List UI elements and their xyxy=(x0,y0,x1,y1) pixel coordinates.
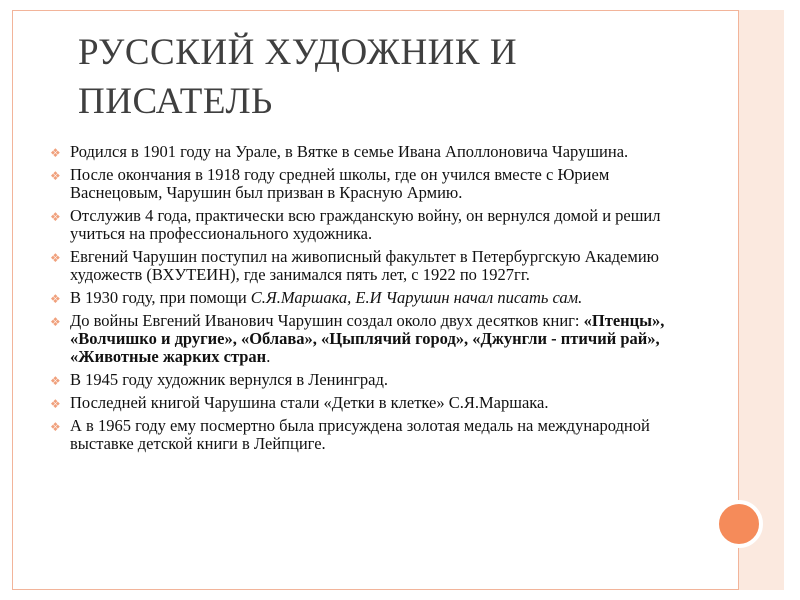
list-item-text: В 1930 году, при помощи xyxy=(70,288,251,307)
bullet-icon: ❖ xyxy=(50,292,61,306)
decorative-circle xyxy=(715,500,763,548)
bullet-icon: ❖ xyxy=(50,420,61,434)
list-item-italic-text: С.Я.Маршака, Е.И Чарушин начал писать сам. xyxy=(250,288,583,307)
list-item-text: Родился в 1901 году на Урале, в Вятке в семье Ивана Аполлоновича Чарушина. xyxy=(70,142,629,161)
list-item-text: Последней книгой Чарушина стали «Детки в клетке» С.Я.Маршака. xyxy=(70,393,549,412)
list-item xyxy=(50,312,690,366)
bullet-icon: ❖ xyxy=(50,210,61,224)
bullet-icon: ❖ xyxy=(50,169,61,183)
list-item xyxy=(50,417,690,453)
list-item-text: В 1945 году художник вернулся в Ленинград. xyxy=(70,370,388,389)
list-item xyxy=(50,248,690,284)
list-item xyxy=(50,394,690,412)
list-item-text: После окончания в 1918 году средней школы, где он учился вместе с Юрием Васнецовым, Чарушин был призван в Красную Армию. xyxy=(70,165,610,202)
bullet-icon: ❖ xyxy=(50,251,61,265)
list-item-book-titles: «Птенцы», «Волчишко и другие», «Облава», «Цыплячий город», «Джунгли - птичий рай», «Животные жарких стран xyxy=(70,311,665,366)
bullet-icon: ❖ xyxy=(50,374,61,388)
list-item xyxy=(50,289,690,307)
list-item xyxy=(50,143,690,161)
bullet-list xyxy=(50,143,690,458)
list-item xyxy=(50,371,690,389)
list-item-text: Евгений Чарушин поступил на живописный факультет в Петербургскую Академию художеств (ВХУТЕИН), где занимался пять лет, с 1922 по 1927гг. xyxy=(70,247,659,284)
list-item-text: А в 1965 году ему посмертно была присуждена золотая медаль на международной выставке детской книги в Лейпциге. xyxy=(70,416,650,453)
slide-title: РУССКИЙ ХУДОЖНИК И ПИСАТЕЛЬ xyxy=(78,32,518,122)
bullet-icon: ❖ xyxy=(50,397,61,411)
bullet-icon: ❖ xyxy=(50,315,61,329)
list-item-suffix: . xyxy=(266,347,271,366)
list-item-text: До войны Евгений Иванович Чарушин создал около двух десятков книг: xyxy=(70,311,584,330)
bullet-icon: ❖ xyxy=(50,146,61,160)
list-item-text: Отслужив 4 года, практически всю гражданскую войну, он вернулся домой и решил учиться на профессионального художника. xyxy=(70,206,661,243)
list-item xyxy=(50,166,690,202)
list-item xyxy=(50,207,690,243)
